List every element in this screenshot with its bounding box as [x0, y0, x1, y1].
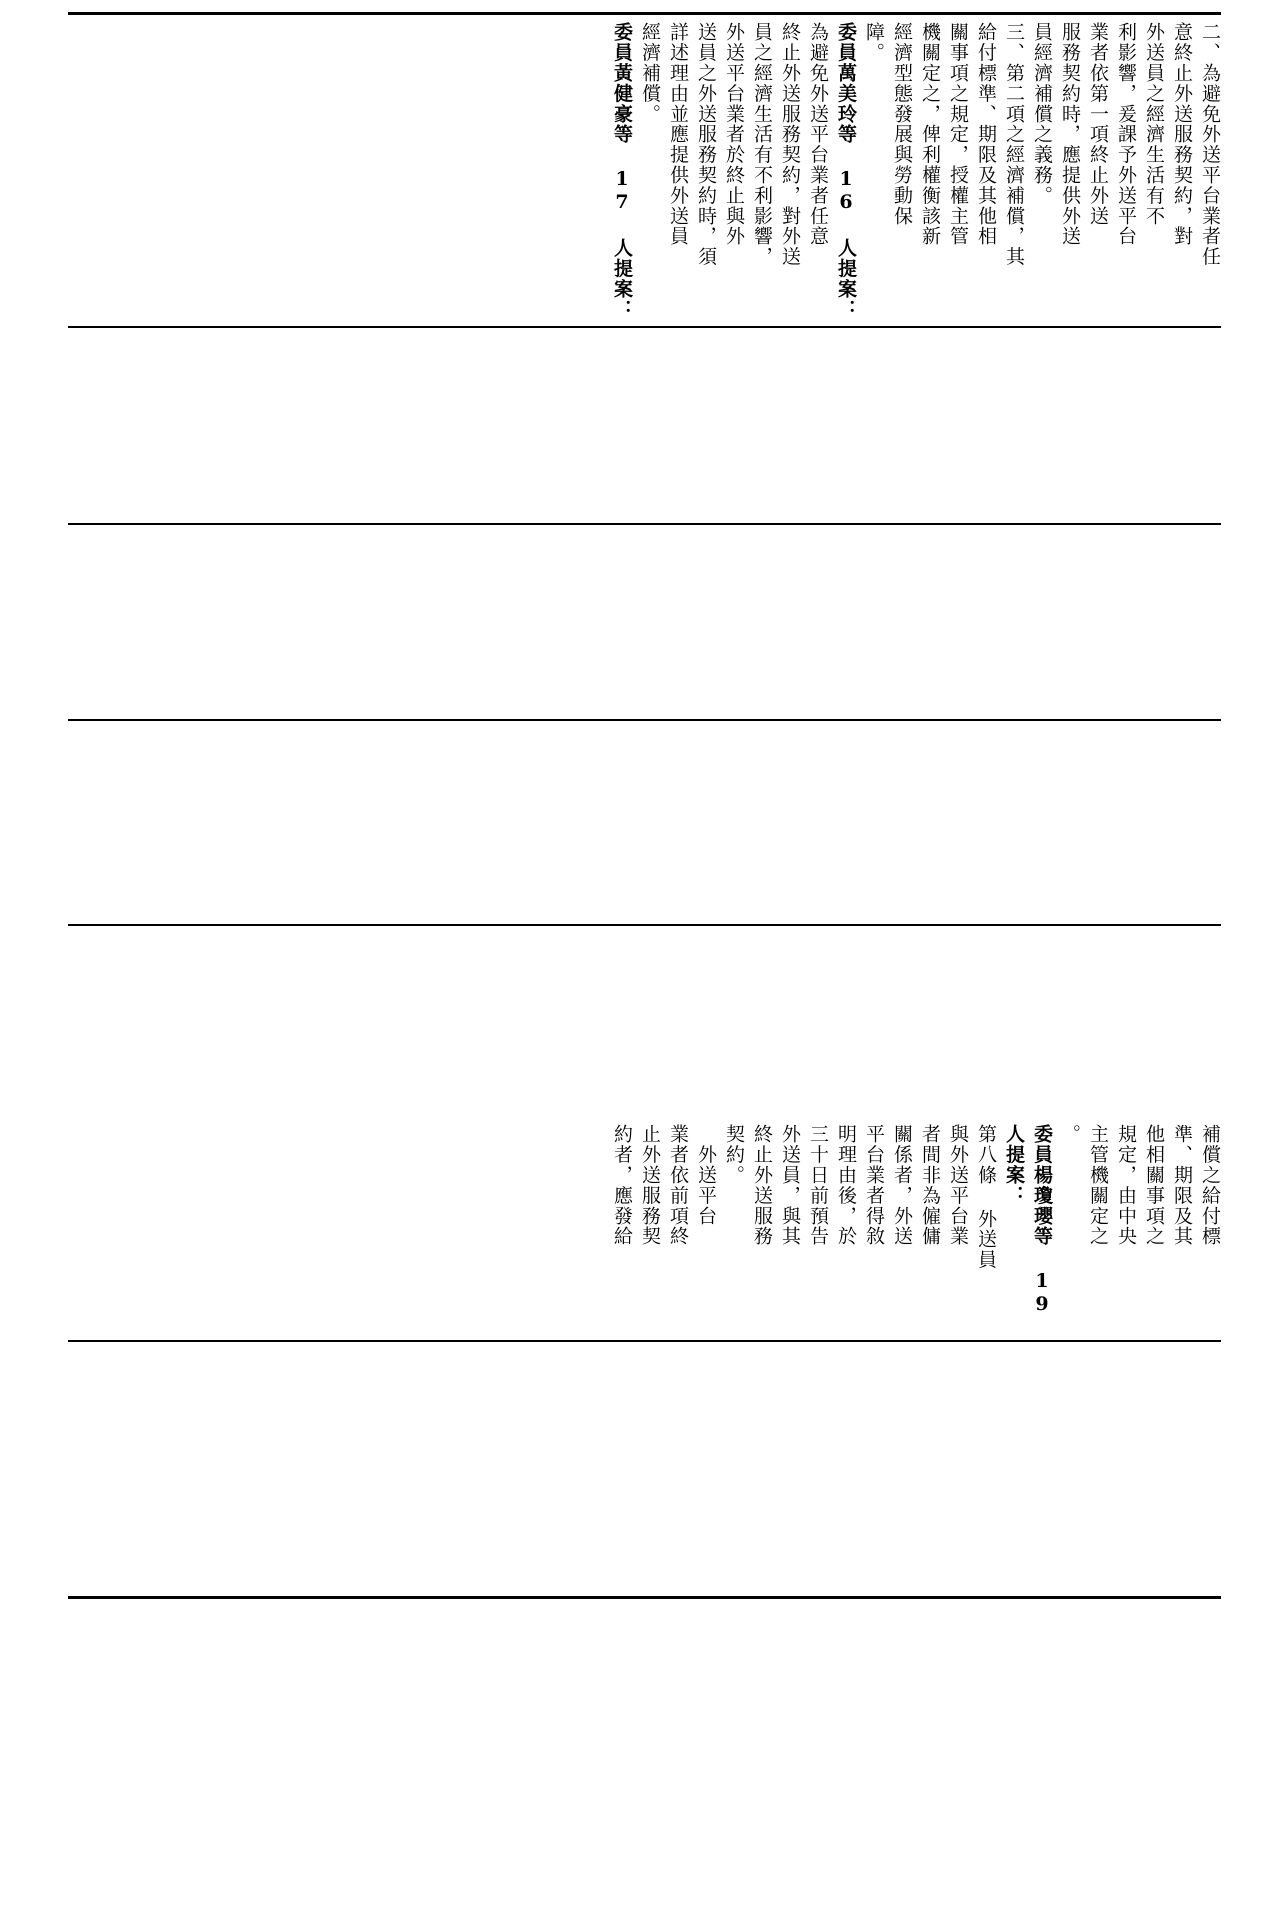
lower-col-line-19: 業者依前項終 [667, 1124, 689, 1247]
lower-col-line-9: 與外送平台業 [947, 1124, 969, 1247]
lower-col-line-11: 關係者，外送 [891, 1124, 913, 1247]
lower-text-block [603, 1124, 1219, 1484]
lower-col-line-7: 人提案： [1003, 1124, 1025, 1206]
upper-col-line-16: 員之經濟生活有不利影響， [751, 22, 773, 267]
table-rule-3 [68, 523, 1221, 525]
upper-col-line-4: 業者依第一項終止外送 [1087, 22, 1109, 226]
upper-col-line-17: 外送平台業者於終止與外 [723, 22, 745, 247]
lower-col-line-1: 準、期限及其 [1171, 1124, 1193, 1247]
lower-col-line-0: 補償之給付標 [1199, 1124, 1221, 1247]
upper-col-line-9: 關事項之規定，授權主管 [947, 22, 969, 247]
upper-col-line-3: 利影響，爰課予外送平台 [1115, 22, 1137, 247]
lower-col-line-15: 外送員，與其 [779, 1124, 801, 1247]
upper-col-line-8: 給付標準、期限及其他相 [975, 22, 997, 247]
upper-col-line-15: 終止外送服務契約，對外送 [779, 22, 801, 267]
upper-col-line-20: 經濟補償。 [639, 22, 661, 124]
lower-col-line-3: 規定，由中央 [1115, 1124, 1137, 1247]
lower-col-line-13: 明理由後，於 [835, 1124, 857, 1247]
lower-col-line-2: 他相關事項之 [1143, 1124, 1165, 1247]
lower-col-line-10: 者間非為僱傭 [919, 1124, 941, 1247]
upper-col-line-7: 三、第二項之經濟補償，其 [1003, 22, 1025, 267]
upper-col-line-19: 詳述理由並應提供外送員 [667, 22, 689, 247]
lower-col-line-6: 委員楊瓊瓔等 19 [1031, 1124, 1053, 1317]
lower-col-line-18: 外送平台 [695, 1124, 717, 1226]
upper-col-line-0: 二、為避免外送平台業者任 [1199, 22, 1221, 267]
upper-col-line-10: 機關定之，俾利權衡該新 [919, 22, 941, 247]
lower-col-line-20: 止外送服務契 [639, 1124, 661, 1247]
upper-col-line-21: 委員黃健豪等 17 人提案： [611, 22, 633, 320]
table-rule-bottom [68, 1596, 1221, 1599]
lower-col-line-14: 三十日前預告 [807, 1124, 829, 1247]
lower-col-line-17: 契約。 [723, 1124, 745, 1186]
upper-col-line-18: 送員之外送服務契約時，須 [695, 22, 717, 267]
upper-col-line-1: 意終止外送服務契約，對 [1171, 22, 1193, 247]
upper-col-line-5: 服務契約時，應提供外送 [1059, 22, 1081, 247]
table-rule-4 [68, 719, 1221, 721]
table-rule-top [68, 12, 1221, 15]
upper-col-line-12: 障。 [863, 22, 885, 63]
upper-text-block [603, 22, 1219, 402]
lower-col-line-21: 約者，應發給 [611, 1124, 633, 1247]
upper-col-line-11: 經濟型態發展與勞動保 [891, 22, 913, 226]
lower-col-line-5: 。 [1059, 1124, 1081, 1145]
upper-col-line-2: 外送員之經濟生活有不 [1143, 22, 1165, 226]
lower-col-line-12: 平台業者得敘 [863, 1124, 885, 1247]
lower-col-line-8: 第八條 外送員 [975, 1124, 997, 1270]
lower-col-line-16: 終止外送服務 [751, 1124, 773, 1247]
upper-col-line-6: 員經濟補償之義務。 [1031, 22, 1053, 206]
upper-col-line-13: 委員萬美玲等 16 人提案： [835, 22, 857, 320]
upper-col-line-14: 為避免外送平台業者任意 [807, 22, 829, 247]
table-rule-5 [68, 924, 1221, 926]
lower-col-line-4: 主管機關定之 [1087, 1124, 1109, 1247]
